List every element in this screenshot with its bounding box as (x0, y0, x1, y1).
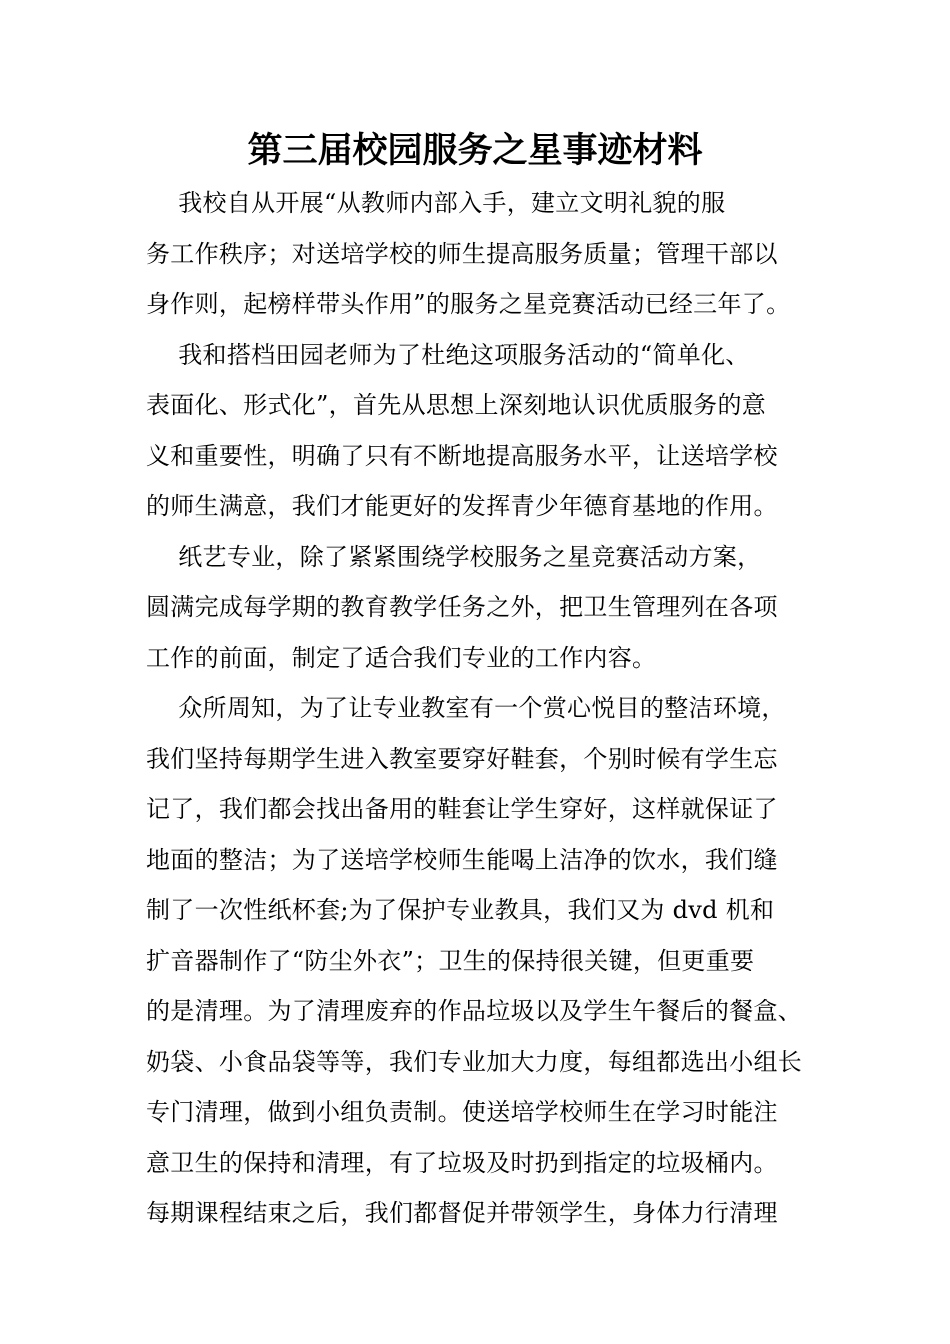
text-line: 每期课程结束之后，我们都督促并带领学生，身体力行清理 (146, 1199, 778, 1227)
text-line: 地面的整洁；为了送培学校师生能喝上洁净的饮水，我们缝 (146, 845, 778, 874)
text-line: 务工作秩序；对送培学校的师生提高服务质量；管理干部以 (146, 239, 778, 268)
text-line: 我校自从开展“从教师内部入手，建立文明礼貌的服 (146, 189, 726, 217)
text-line: 记了，我们都会找出备用的鞋套让学生穿好，这样就保证了 (146, 795, 778, 823)
text-line: 的是清理。为了清理废弃的作品垃圾以及学生午餐后的餐盒、 (146, 997, 803, 1025)
document-title: 第三届校园服务之星事迹材料 (247, 130, 703, 171)
text-line: 扩音器制作了“防尘外衣”；卫生的保持很关键，但更重要 (146, 946, 755, 975)
document-body (146, 178, 826, 1239)
text-line: 圆满完成每学期的教育教学任务之外，把卫生管理列在各项 (146, 593, 778, 621)
text-line: 专门清理，做到小组负责制。使送培学校师生在学习时能注 (146, 1098, 778, 1126)
text-line: 纸艺专业，除了紧紧围绕学校服务之星竞赛活动方案， (146, 542, 762, 571)
text-line: 众所周知，为了让专业教室有一个赏心悦目的整洁环境， (146, 694, 786, 722)
text-line: 制了一次性纸杯套;为了保护专业教具，我们又为 dvd 机和 (146, 896, 775, 924)
text-line: 表面化、形式化”，首先从思想上深刻地认识优质服务的意 (146, 391, 767, 419)
text-line: 的师生满意，我们才能更好的发挥青少年德育基地的作用。 (146, 492, 778, 520)
text-line: 身作则，起榜样带头作用”的服务之星竞赛活动已经三年了。 (146, 290, 791, 318)
text-line: 工作的前面，制定了适合我们专业的工作内容。 (146, 643, 657, 672)
text-line: 意卫生的保持和清理，有了垃圾及时扔到指定的垃圾桶内。 (146, 1148, 778, 1177)
text-line: 义和重要性，明确了只有不断地提高服务水平，让送培学校 (146, 441, 778, 470)
text-line: 奶袋、小食品袋等等，我们专业加大力度，每组都选出小组长 (146, 1047, 803, 1076)
text-line: 我们坚持每期学生进入教室要穿好鞋套，个别时候有学生忘 (146, 744, 778, 773)
text-line: 我和搭档田园老师为了杜绝这项服务活动的“简单化、 (146, 340, 750, 369)
